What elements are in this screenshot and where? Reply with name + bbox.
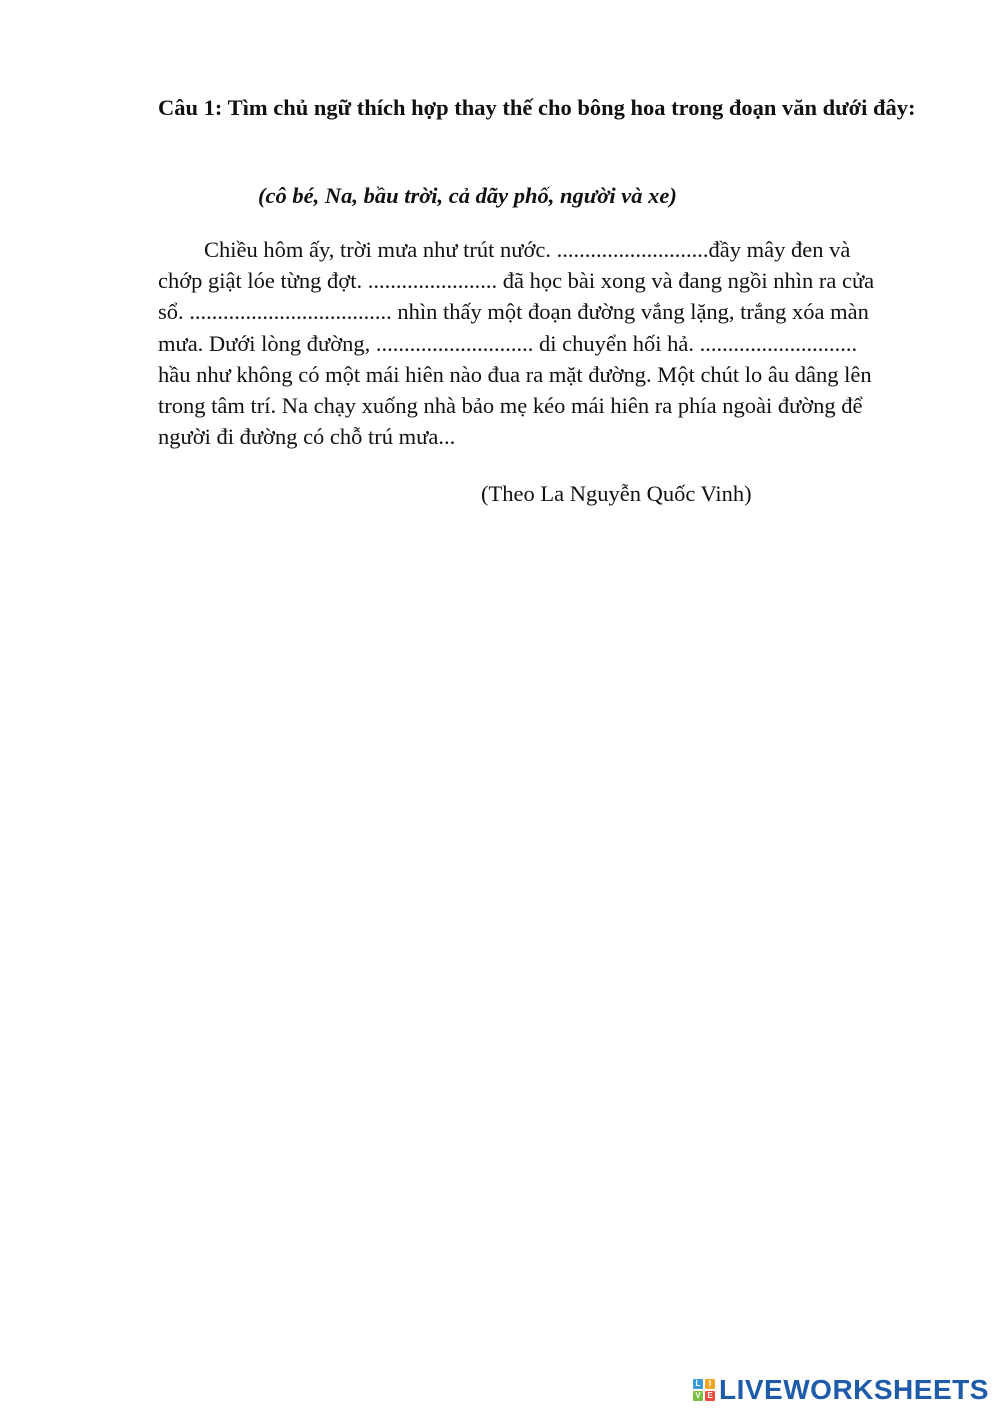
question-heading: Câu 1: Tìm chủ ngữ thích hợp thay thế cho bông hoa trong đoạn văn dưới đây:: [158, 95, 916, 120]
source-attribution: (Theo La Nguyễn Quốc Vinh): [481, 481, 752, 506]
liveworksheets-logo: [693, 1373, 989, 1407]
passage-line: Chiều hôm ấy, trời mưa như trút nước. ...........................đầy mây đen và: [204, 237, 851, 262]
passage-line: người đi đường có chỗ trú mưa...: [158, 424, 456, 450]
logo-mark-letter: I: [705, 1379, 715, 1389]
word-options: (cô bé, Na, bầu trời, cả dãy phố, người và xe): [258, 183, 677, 208]
logo-text: LIVEWORKSHEETS: [719, 1374, 989, 1405]
logo-mark-letter: V: [693, 1391, 703, 1401]
passage-line: mưa. Dưới lòng đường, ............................ di chuyển hối hả. ............................: [158, 330, 858, 356]
passage-line: chớp giật lóe từng đợt. ....................... đã học bài xong và đang ngồi nhìn ra cửa: [158, 268, 875, 294]
logo-mark-icon: [693, 1379, 715, 1401]
passage-line: sổ. .................................... nhìn thấy một đoạn đường vắng lặng, trắng xóa màn: [158, 299, 869, 325]
logo-mark-letter: E: [705, 1391, 715, 1401]
passage-line: trong tâm trí. Na chạy xuống nhà bảo mẹ kéo mái hiên ra phía ngoài đường để: [158, 393, 863, 419]
passage-line: hầu như không có một mái hiên nào đua ra mặt đường. Một chút lo âu dâng lên: [158, 361, 872, 387]
passage-paragraph: [158, 234, 910, 452]
logo-mark-letter: L: [693, 1379, 703, 1389]
